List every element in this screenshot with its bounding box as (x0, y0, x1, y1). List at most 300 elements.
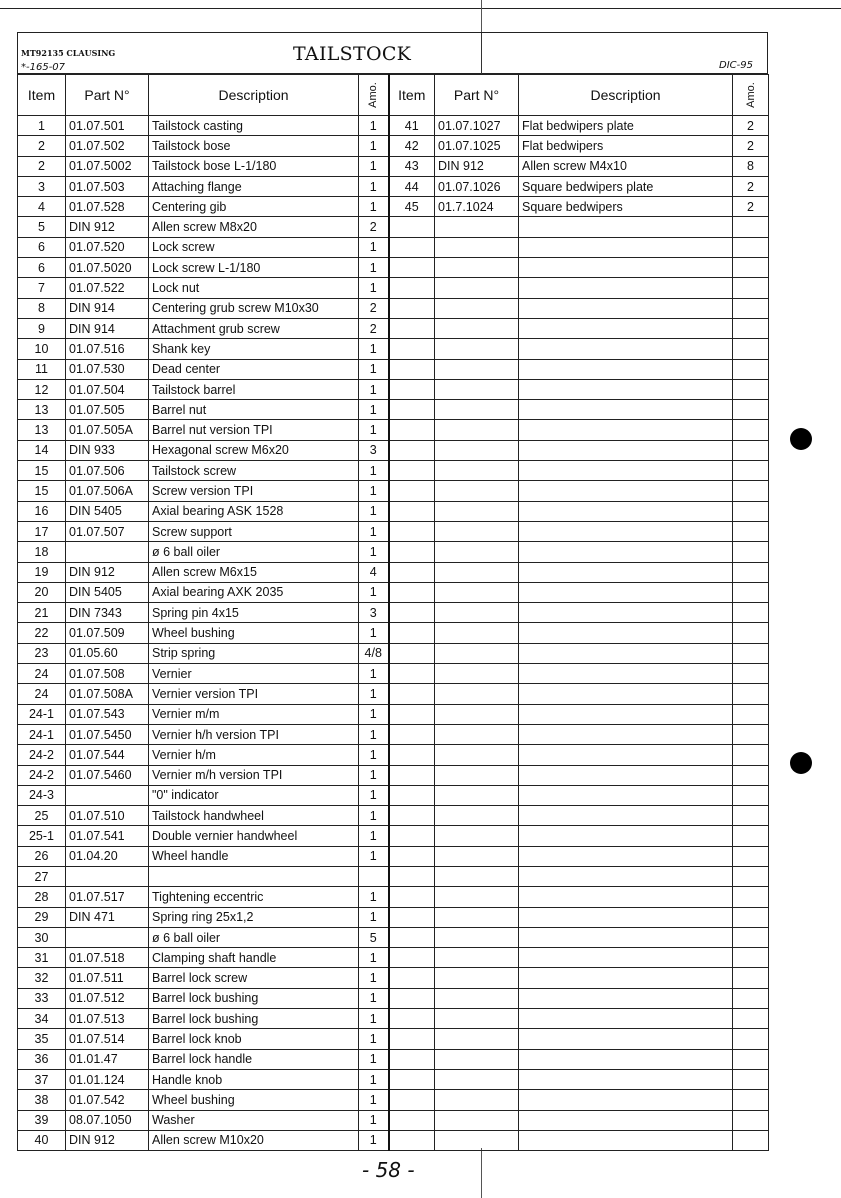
cell-desc: Clamping shaft handle (149, 948, 359, 968)
cell-right-desc (519, 420, 733, 440)
cell-part: DIN 914 (66, 298, 149, 318)
cell-part: DIN 912 (66, 1130, 149, 1150)
cell-right-item (389, 846, 435, 866)
cell-right-item (389, 278, 435, 298)
cell-part: DIN 471 (66, 907, 149, 927)
cell-right-amo: 2 (733, 197, 769, 217)
table-row (18, 927, 769, 947)
cell-right-desc (519, 846, 733, 866)
cell-right-part (435, 988, 519, 1008)
cell-desc: Washer (149, 1110, 359, 1130)
cell-right-amo (733, 765, 769, 785)
cell-right-desc (519, 379, 733, 399)
table-row (18, 400, 769, 420)
cell-part (66, 866, 149, 886)
cell-amo: 1 (359, 339, 389, 359)
cell-desc: Tailstock barrel (149, 379, 359, 399)
cell-desc: "0" indicator (149, 785, 359, 805)
table-row (18, 501, 769, 521)
cell-part (66, 927, 149, 947)
cell-right-amo (733, 461, 769, 481)
cell-right-item (389, 643, 435, 663)
cell-right-item (389, 704, 435, 724)
cell-desc: Handle knob (149, 1069, 359, 1089)
cell-right-item (389, 481, 435, 501)
table-row (18, 643, 769, 663)
cell-desc: Axial bearing AXK 2035 (149, 582, 359, 602)
cell-desc: Barrel lock bushing (149, 1009, 359, 1029)
cell-item: 23 (18, 643, 66, 663)
cell-right-part (435, 745, 519, 765)
cell-right-amo (733, 1110, 769, 1130)
cell-item: 1 (18, 116, 66, 136)
cell-right-amo (733, 846, 769, 866)
cell-item: 35 (18, 1029, 66, 1049)
cell-item: 14 (18, 440, 66, 460)
cell-desc: Barrel lock knob (149, 1029, 359, 1049)
cell-right-item (389, 948, 435, 968)
cell-right-part (435, 664, 519, 684)
cell-right-part: 01.07.1026 (435, 176, 519, 196)
cell-right-part (435, 704, 519, 724)
cell-amo: 1 (359, 1110, 389, 1130)
cell-right-desc (519, 298, 733, 318)
cell-item: 24-2 (18, 745, 66, 765)
cell-amo: 3 (359, 603, 389, 623)
cell-right-part (435, 684, 519, 704)
cell-right-item (389, 562, 435, 582)
cell-right-item (389, 826, 435, 846)
cell-right-amo (733, 562, 769, 582)
cell-right-item (389, 623, 435, 643)
cell-right-desc (519, 562, 733, 582)
cell-item: 15 (18, 481, 66, 501)
table-row (18, 623, 769, 643)
cell-right-desc (519, 1049, 733, 1069)
cell-right-desc (519, 440, 733, 460)
cell-part: 01.07.504 (66, 379, 149, 399)
cell-amo: 1 (359, 1069, 389, 1089)
cell-desc: Screw support (149, 521, 359, 541)
cell-amo: 1 (359, 664, 389, 684)
cell-right-item: 42 (389, 136, 435, 156)
cell-right-amo (733, 1090, 769, 1110)
cell-desc: Centering grub screw M10x30 (149, 298, 359, 318)
cell-right-desc (519, 461, 733, 481)
cell-part: 01.07.501 (66, 116, 149, 136)
cell-item: 17 (18, 521, 66, 541)
cell-amo: 2 (359, 217, 389, 237)
cell-right-part (435, 217, 519, 237)
cell-right-amo: 2 (733, 176, 769, 196)
cell-item: 13 (18, 420, 66, 440)
cell-right-item (389, 785, 435, 805)
column-header-description: Description (149, 75, 359, 116)
cell-item: 19 (18, 562, 66, 582)
table-row (18, 379, 769, 399)
cell-item: 21 (18, 603, 66, 623)
table-row (18, 359, 769, 379)
cell-right-part (435, 643, 519, 663)
cell-desc: Spring ring 25x1,2 (149, 907, 359, 927)
cell-right-part (435, 927, 519, 947)
cell-right-amo (733, 745, 769, 765)
cell-right-amo (733, 623, 769, 643)
cell-desc: Hexagonal screw M6x20 (149, 440, 359, 460)
cell-right-amo (733, 420, 769, 440)
cell-right-part (435, 1090, 519, 1110)
cell-part: 01.07.517 (66, 887, 149, 907)
cell-right-part (435, 968, 519, 988)
cell-desc: Axial bearing ASK 1528 (149, 501, 359, 521)
cell-desc: Lock screw (149, 237, 359, 257)
cell-desc: Screw version TPI (149, 481, 359, 501)
cell-item: 15 (18, 461, 66, 481)
cell-right-item (389, 968, 435, 988)
cell-right-item: 43 (389, 156, 435, 176)
cell-part: 01.01.124 (66, 1069, 149, 1089)
cell-desc: Barrel nut (149, 400, 359, 420)
cell-right-part (435, 400, 519, 420)
cell-right-part (435, 440, 519, 460)
cell-amo: 1 (359, 420, 389, 440)
cell-right-part: 01.07.1027 (435, 116, 519, 136)
cell-item: 31 (18, 948, 66, 968)
cell-right-desc (519, 217, 733, 237)
cell-right-part (435, 542, 519, 562)
cell-amo: 1 (359, 806, 389, 826)
cell-right-desc (519, 806, 733, 826)
cell-desc: Lock screw L-1/180 (149, 258, 359, 278)
cell-right-desc (519, 785, 733, 805)
cell-right-desc (519, 258, 733, 278)
cell-amo: 1 (359, 724, 389, 744)
cell-desc: Vernier m/m (149, 704, 359, 724)
cell-right-desc (519, 582, 733, 602)
cell-desc: Tailstock handwheel (149, 806, 359, 826)
cell-item: 24-1 (18, 724, 66, 744)
cell-right-item (389, 806, 435, 826)
cell-right-part: 01.07.1025 (435, 136, 519, 156)
cell-amo: 1 (359, 542, 389, 562)
cell-right-amo (733, 542, 769, 562)
cell-right-amo (733, 948, 769, 968)
cell-right-part (435, 562, 519, 582)
cell-amo: 1 (359, 237, 389, 257)
cell-part: 01.07.505A (66, 420, 149, 440)
column-header-amount: Amo. (359, 75, 389, 116)
cell-amo: 1 (359, 1029, 389, 1049)
cell-right-desc (519, 1130, 733, 1150)
cell-desc: Strip spring (149, 643, 359, 663)
cell-right-amo (733, 400, 769, 420)
cell-right-amo (733, 1029, 769, 1049)
cell-desc: Vernier (149, 664, 359, 684)
cell-right-desc: Flat bedwipers plate (519, 116, 733, 136)
cell-right-desc (519, 866, 733, 886)
cell-item: 34 (18, 1009, 66, 1029)
table-row (18, 988, 769, 1008)
cell-right-part (435, 359, 519, 379)
cell-amo: 1 (359, 197, 389, 217)
cell-right-part (435, 907, 519, 927)
cell-item: 10 (18, 339, 66, 359)
table-row (18, 461, 769, 481)
cell-amo: 4 (359, 562, 389, 582)
cell-item: 22 (18, 623, 66, 643)
cell-right-amo (733, 440, 769, 460)
cell-part: 01.07.516 (66, 339, 149, 359)
cell-amo: 1 (359, 1090, 389, 1110)
table-row (18, 785, 769, 805)
cell-right-desc (519, 1029, 733, 1049)
cell-right-item: 45 (389, 197, 435, 217)
cell-right-part (435, 521, 519, 541)
cell-desc: ø 6 ball oiler (149, 542, 359, 562)
cell-part: 01.07.520 (66, 237, 149, 257)
cell-right-amo (733, 664, 769, 684)
cell-right-item (389, 298, 435, 318)
cell-right-part (435, 1110, 519, 1130)
cell-right-part (435, 278, 519, 298)
cell-part: 01.07.543 (66, 704, 149, 724)
cell-item: 33 (18, 988, 66, 1008)
cell-right-amo (733, 217, 769, 237)
cell-right-amo (733, 1049, 769, 1069)
column-header-item: Item (18, 75, 66, 116)
cell-item: 8 (18, 298, 66, 318)
table-row (18, 420, 769, 440)
cell-right-item (389, 521, 435, 541)
cell-right-desc (519, 339, 733, 359)
cell-right-item (389, 603, 435, 623)
cell-desc: Barrel nut version TPI (149, 420, 359, 440)
cell-desc: Tightening eccentric (149, 887, 359, 907)
page-number: - 58 - (362, 1158, 415, 1182)
cell-right-desc (519, 542, 733, 562)
cell-amo: 1 (359, 846, 389, 866)
cell-right-part (435, 603, 519, 623)
cell-amo: 2 (359, 298, 389, 318)
cell-part: 01.07.513 (66, 1009, 149, 1029)
cell-amo: 5 (359, 927, 389, 947)
cell-item: 27 (18, 866, 66, 886)
table-row (18, 582, 769, 602)
cell-item: 25-1 (18, 826, 66, 846)
column-header-part-right: Part N° (435, 75, 519, 116)
table-row (18, 542, 769, 562)
cell-amo: 1 (359, 359, 389, 379)
cell-right-amo (733, 724, 769, 744)
table-row (18, 156, 769, 176)
cell-item: 9 (18, 318, 66, 338)
cell-right-item (389, 907, 435, 927)
table-row (18, 664, 769, 684)
header-date-code: DIC-95 (719, 60, 753, 71)
cell-amo: 2 (359, 318, 389, 338)
cell-right-desc (519, 948, 733, 968)
cell-part: DIN 912 (66, 217, 149, 237)
cell-part: 01.07.503 (66, 176, 149, 196)
cell-right-desc (519, 704, 733, 724)
cell-right-part (435, 887, 519, 907)
table-row (18, 948, 769, 968)
cell-amo: 1 (359, 1049, 389, 1069)
cell-amo: 1 (359, 156, 389, 176)
table-row (18, 258, 769, 278)
cell-desc: Tailstock bose L-1/180 (149, 156, 359, 176)
table-row (18, 866, 769, 886)
table-row (18, 1029, 769, 1049)
cell-amo: 1 (359, 521, 389, 541)
cell-amo: 1 (359, 623, 389, 643)
parts-table (17, 74, 769, 1151)
cell-right-part (435, 1069, 519, 1089)
cell-right-amo (733, 359, 769, 379)
cell-desc: Lock nut (149, 278, 359, 298)
cell-right-part (435, 318, 519, 338)
cell-right-desc (519, 1090, 733, 1110)
cell-right-amo (733, 521, 769, 541)
cell-right-part (435, 623, 519, 643)
cell-desc (149, 866, 359, 886)
cell-right-part (435, 724, 519, 744)
header-divider (481, 33, 482, 75)
cell-part: 01.07.541 (66, 826, 149, 846)
cell-item: 20 (18, 582, 66, 602)
table-row (18, 197, 769, 217)
cell-amo: 1 (359, 501, 389, 521)
cell-right-item (389, 1009, 435, 1029)
document-header (17, 32, 768, 74)
table-row (18, 521, 769, 541)
table-row (18, 846, 769, 866)
table-row (18, 806, 769, 826)
table-row (18, 968, 769, 988)
cell-right-amo (733, 379, 769, 399)
cell-right-desc (519, 907, 733, 927)
cell-item: 11 (18, 359, 66, 379)
table-row (18, 298, 769, 318)
cell-item: 5 (18, 217, 66, 237)
table-row (18, 440, 769, 460)
cell-right-part (435, 237, 519, 257)
table-row (18, 1110, 769, 1130)
cell-item: 26 (18, 846, 66, 866)
cell-right-part (435, 1029, 519, 1049)
cell-part: DIN 912 (66, 562, 149, 582)
cell-right-desc (519, 237, 733, 257)
cell-right-item (389, 237, 435, 257)
cell-right-item (389, 927, 435, 947)
cell-part: 01.07.510 (66, 806, 149, 826)
cell-desc: Tailstock casting (149, 116, 359, 136)
cell-item: 16 (18, 501, 66, 521)
cell-desc: ø 6 ball oiler (149, 927, 359, 947)
cell-right-desc (519, 318, 733, 338)
cell-part: DIN 933 (66, 440, 149, 460)
cell-right-amo (733, 684, 769, 704)
cell-desc: Vernier m/h version TPI (149, 765, 359, 785)
cell-amo: 1 (359, 948, 389, 968)
cell-right-desc (519, 521, 733, 541)
cell-amo: 1 (359, 887, 389, 907)
cell-item: 30 (18, 927, 66, 947)
cell-right-amo (733, 806, 769, 826)
cell-item: 37 (18, 1069, 66, 1089)
cell-right-desc (519, 1009, 733, 1029)
table-row (18, 1069, 769, 1089)
cell-right-item (389, 461, 435, 481)
cell-right-part (435, 866, 519, 886)
cell-right-amo (733, 501, 769, 521)
cell-right-item (389, 684, 435, 704)
cell-right-desc (519, 927, 733, 947)
table-row (18, 278, 769, 298)
cell-right-amo (733, 968, 769, 988)
cell-right-desc: Allen screw M4x10 (519, 156, 733, 176)
cell-desc: Tailstock bose (149, 136, 359, 156)
cell-right-desc (519, 887, 733, 907)
cell-right-amo (733, 866, 769, 886)
cell-amo: 1 (359, 116, 389, 136)
cell-part: 01.07.512 (66, 988, 149, 1008)
cell-part: 01.07.5002 (66, 156, 149, 176)
cell-right-amo (733, 1069, 769, 1089)
column-header-description-right: Description (519, 75, 733, 116)
cell-right-amo (733, 481, 769, 501)
table-row (18, 684, 769, 704)
cell-right-part (435, 785, 519, 805)
table-row (18, 1009, 769, 1029)
cell-right-part (435, 1130, 519, 1150)
cell-right-item (389, 359, 435, 379)
cell-right-desc (519, 623, 733, 643)
cell-right-desc (519, 745, 733, 765)
cell-desc: Allen screw M6x15 (149, 562, 359, 582)
cell-item: 24-3 (18, 785, 66, 805)
column-header-item-right: Item (389, 75, 435, 116)
cell-amo: 1 (359, 826, 389, 846)
table-row (18, 562, 769, 582)
cell-amo: 1 (359, 907, 389, 927)
cell-right-part (435, 806, 519, 826)
table-row (18, 1049, 769, 1069)
cell-desc: Attaching flange (149, 176, 359, 196)
cell-part: 01.07.508 (66, 664, 149, 684)
table-row (18, 1130, 769, 1150)
cell-right-amo (733, 826, 769, 846)
cell-desc: Shank key (149, 339, 359, 359)
cell-right-part (435, 501, 519, 521)
cell-right-part (435, 1049, 519, 1069)
cell-right-amo (733, 278, 769, 298)
cell-part: DIN 914 (66, 318, 149, 338)
cell-part (66, 785, 149, 805)
cell-amo: 1 (359, 400, 389, 420)
cell-desc: Wheel handle (149, 846, 359, 866)
table-row (18, 745, 769, 765)
cell-right-item (389, 988, 435, 1008)
top-rule (0, 8, 841, 9)
table-row (18, 237, 769, 257)
cell-part: DIN 7343 (66, 603, 149, 623)
table-row (18, 318, 769, 338)
cell-right-amo: 2 (733, 136, 769, 156)
cell-right-desc (519, 603, 733, 623)
cell-right-amo (733, 785, 769, 805)
cell-amo: 1 (359, 785, 389, 805)
